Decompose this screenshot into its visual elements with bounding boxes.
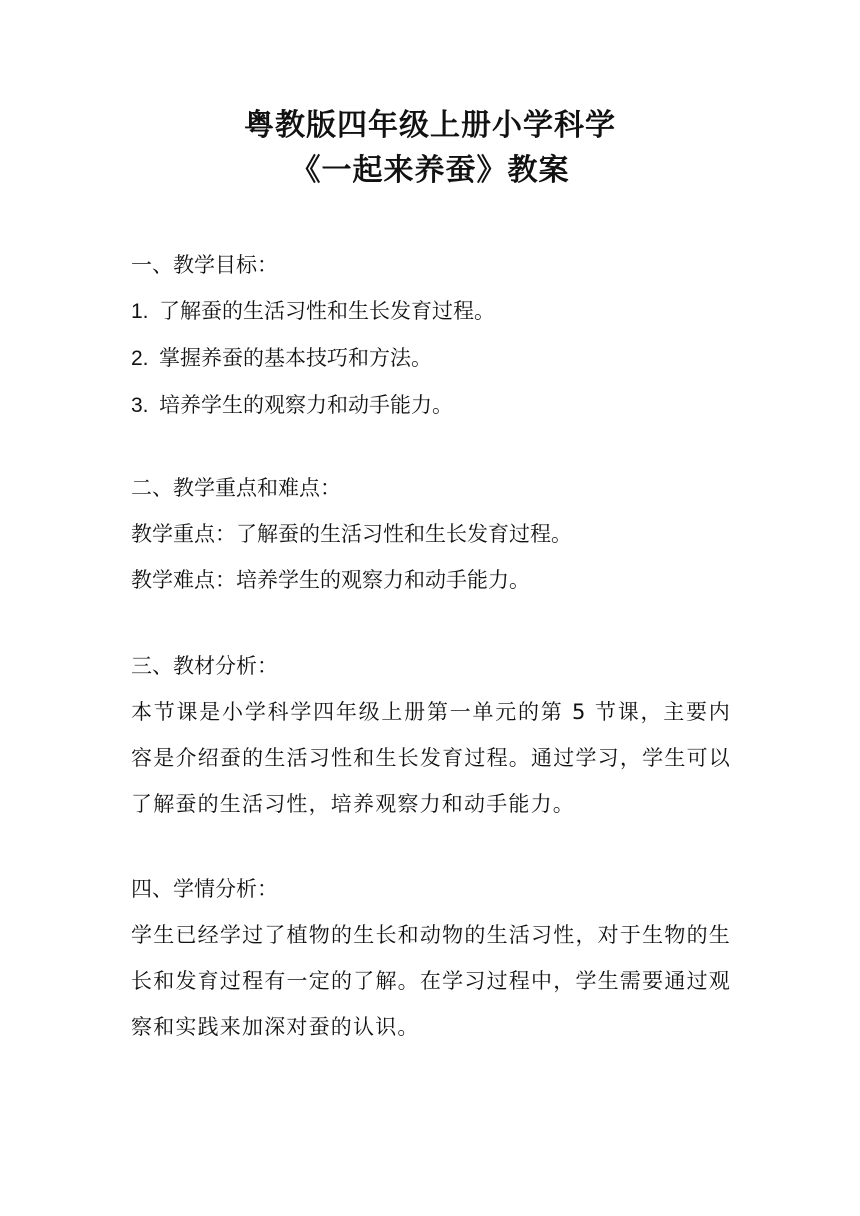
section-heading: 一、教学目标： <box>131 253 278 277</box>
section-heading: 二、教学重点和难点： <box>131 476 341 500</box>
key-point-text: 教学重点：了解蚕的生活习性和生长发育过程。 <box>131 522 572 546</box>
section-student-analysis <box>131 866 731 1050</box>
section-teaching-objectives <box>131 242 731 429</box>
list-item <box>131 335 731 382</box>
section-material-analysis <box>131 643 731 827</box>
document-title-line2: 《一起来养蚕》教案 <box>290 153 570 188</box>
list-item <box>131 382 731 429</box>
section-key-points <box>131 465 731 603</box>
section-heading: 四、学情分析： <box>131 877 278 901</box>
difficulty-text: 教学难点：培养学生的观察力和动手能力。 <box>131 568 530 592</box>
paragraph-text: 本节课是小学科学四年级上册第一单元的第 5 节课，主要内容是介绍蚕的生活习性和生长发育过程。通过学习，学生可以了解蚕的生活习性，培养观察力和动手能力。 <box>131 700 731 816</box>
list-item-text: 培养学生的观察力和动手能力。 <box>159 393 453 417</box>
list-item-number: 2. <box>131 347 149 370</box>
paragraph-text: 学生已经学过了植物的生长和动物的生活习性，对于生物的生长和发育过程有一定的了解。在学习过程中，学生需要通过观察和实践来加深对蚕的认识。 <box>131 923 731 1039</box>
list-item-text: 掌握养蚕的基本技巧和方法。 <box>159 346 432 370</box>
list-item-number: 1. <box>131 300 149 323</box>
document-title-line1: 粤教版四年级上册小学科学 <box>244 108 616 143</box>
section-heading: 三、教材分析： <box>131 654 278 678</box>
list-item <box>131 288 731 335</box>
list-item-number: 3. <box>131 394 149 417</box>
list-item-text: 了解蚕的生活习性和生长发育过程。 <box>159 299 495 323</box>
